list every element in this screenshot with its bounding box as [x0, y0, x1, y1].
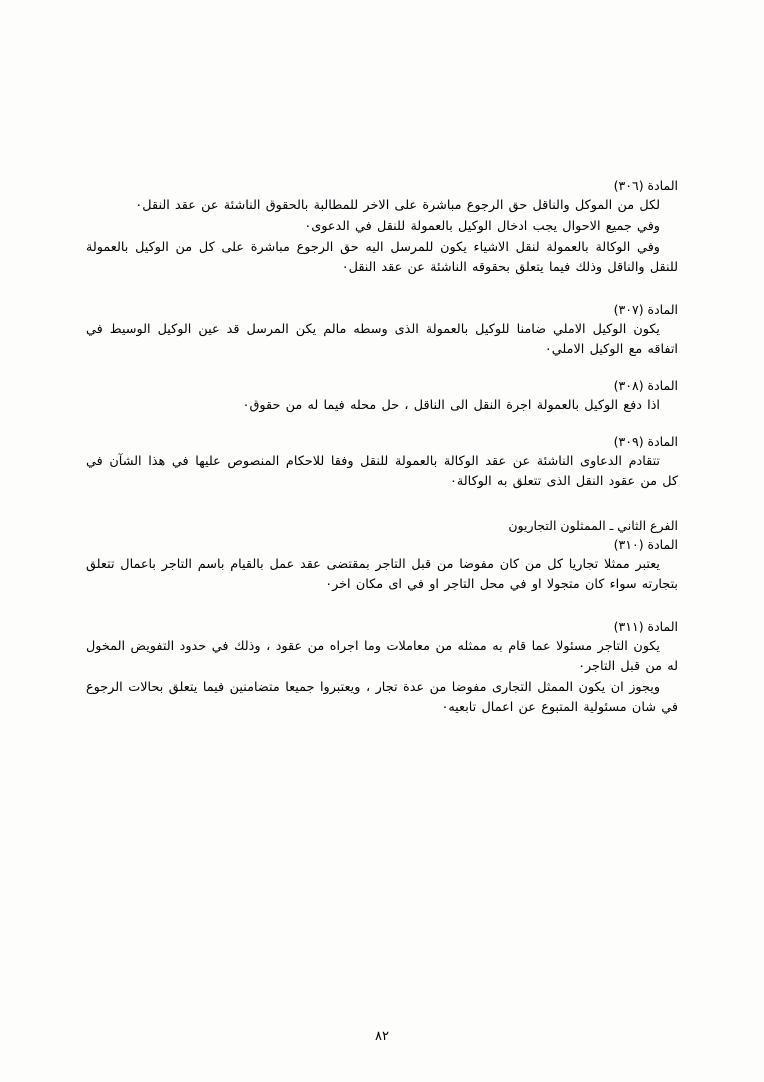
- article-heading: المادة (٣٠٩): [613, 434, 678, 449]
- article-paragraph: ويجوز ان يكون الممثل التجارى مفوضا من عدة تجار ، ويعتبروا جميعا متضامنين فيما يتعلق بحالات الرجوع في شان مسئولية المتبوع عن اعمال تابعيه٠: [86, 680, 678, 715]
- article-heading: المادة (٣١٠): [613, 537, 678, 552]
- article-heading: المادة (٣١١): [613, 619, 678, 634]
- article-heading: المادة (٣٠٧): [613, 302, 678, 317]
- article-paragraph: اذا دفع الوكيل بالعمولة اجرة النقل الى الناقل ، حل محله فيما له من حقوق٠: [242, 398, 660, 413]
- article-paragraph: وفي جميع الاحوال يجب ادخال الوكيل بالعمولة للنقل في الدعوى٠: [304, 219, 660, 234]
- article-308: [86, 378, 678, 416]
- article-311: [86, 619, 678, 718]
- article-306: [86, 178, 678, 278]
- article-309: [86, 434, 678, 492]
- article-paragraph: لكل من الموكل والناقل حق الرجوع مباشرة على الاخر للمطالبة بالحقوق الناشئة عن عقد النقل٠: [135, 198, 660, 213]
- article-paragraph: يكون التاجر مسئولا عما قام به ممثله من معاملات وما اجراه من عقود ، وذلك في حدود التفويض المخول له من قبل التاجر٠: [86, 639, 678, 674]
- article-paragraph: تتقادم الدعاوى الناشئة عن عقد الوكالة بالعمولة للنقل وفقا للاحكام المنصوص عليها في هذا الشآن في كل من عقود النقل الذى تتعلق به الوكالة٠: [86, 454, 678, 489]
- article-307: [86, 302, 678, 360]
- article-paragraph: يعتبر ممثلا تجاريا كل من كان مفوضا من قبل التاجر بمقتضى عقد عمل بالقيام باسم التاجر باعمال تتعلق بتجارته سواء كان متجولا او في محل التاجر او في اى مكان اخر٠: [86, 557, 678, 592]
- article-heading: المادة (٣٠٦): [613, 178, 678, 193]
- article-paragraph: وفي الوكالة بالعمولة لنقل الاشياء يكون للمرسل اليه حق الرجوع مباشرة على كل من الوكيل بالعمولة للنقل والناقل وذلك فيما يتعلق بحقوقه الناشئة عن عقد النقل٠: [86, 240, 678, 275]
- article-paragraph: يكون الوكيل الاملي ضامنا للوكيل بالعمولة الذى وسطه مالم يكن المرسل قد عين الوكيل الوسيط في اتفاقه مع الوكيل الاملي٠: [86, 322, 678, 357]
- article-heading: المادة (٣٠٨): [613, 378, 678, 393]
- page-number: ٨٢: [375, 1029, 389, 1044]
- article-310: [86, 537, 678, 595]
- section-heading: الفرع الثاني ـ الممثلون التجاريون: [508, 518, 678, 533]
- document-body: [86, 178, 678, 736]
